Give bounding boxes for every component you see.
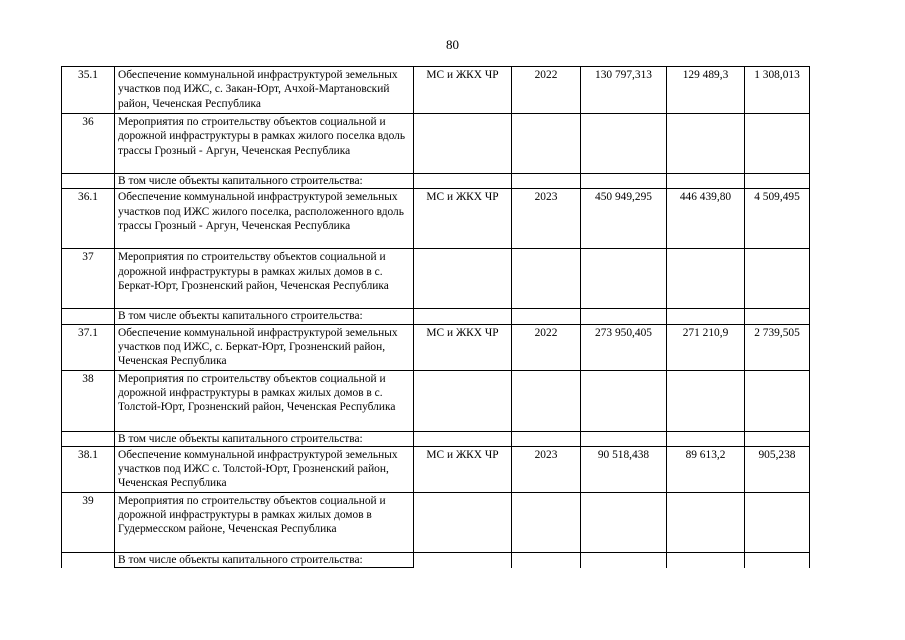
table-row (62, 249, 810, 309)
cell-activity-name: Мероприятия по строительству объектов социальной и дорожной инфраструктуры в рамках жилого поселка вдоль трассы Грозный - Аргун, Чеченская Республика (115, 114, 414, 174)
cell-year (512, 309, 581, 324)
cell-amount-regional: 905,238 (745, 446, 810, 492)
table-row (62, 492, 810, 552)
cell-year: 2022 (512, 67, 581, 114)
cell-row-number: 38 (62, 370, 115, 431)
cell-row-number: 37.1 (62, 324, 115, 370)
cell-amount-regional: 1 308,013 (745, 67, 810, 114)
cell-executor (414, 174, 512, 189)
cell-row-number (62, 552, 115, 567)
cell-activity-name: В том числе объекты капитального строительства: (115, 431, 414, 446)
table-row (62, 431, 810, 446)
cell-amount-regional (745, 431, 810, 446)
cell-amount-regional (745, 174, 810, 189)
cell-amount-total: 90 518,438 (581, 446, 667, 492)
cell-amount-regional (745, 114, 810, 174)
cell-executor (414, 552, 512, 567)
cell-activity-name: Обеспечение коммунальной инфраструктурой земельных участков под ИЖС, с. Закан-Юрт, Ачхой-Мартановский район, Чеченская Республика (115, 67, 414, 114)
cell-amount-federal (667, 431, 745, 446)
cell-amount-federal (667, 174, 745, 189)
cell-executor (414, 114, 512, 174)
cell-executor (414, 249, 512, 309)
cell-row-number: 35.1 (62, 67, 115, 114)
cell-row-number (62, 431, 115, 446)
cell-year (512, 114, 581, 174)
table-row (62, 67, 810, 114)
cell-amount-total: 130 797,313 (581, 67, 667, 114)
cell-year: 2023 (512, 446, 581, 492)
cell-amount-federal (667, 309, 745, 324)
cell-amount-regional: 2 739,505 (745, 324, 810, 370)
cell-row-number: 36 (62, 114, 115, 174)
cell-amount-federal: 271 210,9 (667, 324, 745, 370)
cell-amount-regional (745, 309, 810, 324)
cell-row-number (62, 309, 115, 324)
cell-activity-name: Мероприятия по строительству объектов социальной и дорожной инфраструктуры в рамках жилых домов в с. Толстой-Юрт, Грозненский район, Чеченская Республика (115, 370, 414, 431)
cell-amount-total (581, 370, 667, 431)
table-row (62, 324, 810, 370)
cell-year: 2023 (512, 189, 581, 249)
cell-amount-regional (745, 552, 810, 567)
table-row (62, 552, 810, 567)
cell-amount-total (581, 114, 667, 174)
cell-executor: МС и ЖКХ ЧР (414, 67, 512, 114)
table-row (62, 174, 810, 189)
cell-amount-regional (745, 249, 810, 309)
table-row (62, 189, 810, 249)
cell-amount-total: 273 950,405 (581, 324, 667, 370)
cell-amount-total: 450 949,295 (581, 189, 667, 249)
cell-activity-name: В том числе объекты капитального строительства: (115, 174, 414, 189)
cell-row-number: 39 (62, 492, 115, 552)
table-row (62, 309, 810, 324)
cell-activity-name: В том числе объекты капитального строительства: (115, 552, 414, 567)
cell-amount-federal (667, 114, 745, 174)
cell-amount-federal: 446 439,80 (667, 189, 745, 249)
cell-year (512, 552, 581, 567)
page-number: 80 (446, 37, 459, 52)
program-table (61, 66, 810, 568)
cell-activity-name: Мероприятия по строительству объектов социальной и дорожной инфраструктуры в рамках жилых домов в Гудермесском районе, Чеченская Республика (115, 492, 414, 552)
cell-executor: МС и ЖКХ ЧР (414, 446, 512, 492)
cell-amount-total (581, 309, 667, 324)
cell-activity-name: Обеспечение коммунальной инфраструктурой земельных участков под ИЖС с. Толстой-Юрт, Грозненский район, Чеченская Республика (115, 446, 414, 492)
cell-amount-regional (745, 492, 810, 552)
cell-year (512, 431, 581, 446)
cell-year: 2022 (512, 324, 581, 370)
cell-row-number: 38.1 (62, 446, 115, 492)
table-row (62, 114, 810, 174)
cell-year (512, 370, 581, 431)
cell-amount-regional: 4 509,495 (745, 189, 810, 249)
cell-row-number: 36.1 (62, 189, 115, 249)
cell-amount-federal: 89 613,2 (667, 446, 745, 492)
cell-amount-regional (745, 370, 810, 431)
cell-amount-federal (667, 552, 745, 567)
cell-executor (414, 370, 512, 431)
table-row (62, 446, 810, 492)
cell-activity-name: Обеспечение коммунальной инфраструктурой земельных участков под ИЖС, с. Беркат-Юрт, Грозненский район, Чеченская Республика (115, 324, 414, 370)
cell-executor: МС и ЖКХ ЧР (414, 324, 512, 370)
cell-year (512, 492, 581, 552)
cell-amount-total (581, 431, 667, 446)
cell-amount-federal (667, 370, 745, 431)
cell-amount-total (581, 492, 667, 552)
cell-amount-federal (667, 492, 745, 552)
cell-amount-federal (667, 249, 745, 309)
cell-year (512, 249, 581, 309)
table-row (62, 370, 810, 431)
cell-amount-total (581, 552, 667, 567)
cell-executor: МС и ЖКХ ЧР (414, 189, 512, 249)
cell-row-number (62, 174, 115, 189)
cell-executor (414, 309, 512, 324)
cell-activity-name: В том числе объекты капитального строительства: (115, 309, 414, 324)
cell-executor (414, 492, 512, 552)
cell-amount-total (581, 174, 667, 189)
cell-activity-name: Мероприятия по строительству объектов социальной и дорожной инфраструктуры в рамках жилых домов в с. Беркат-Юрт, Грозненский район, Чеченская Республика (115, 249, 414, 309)
cell-activity-name: Обеспечение коммунальной инфраструктурой земельных участков под ИЖС жилого поселка, расположенного вдоль трассы Грозный - Аргун, Чеченская Республика (115, 189, 414, 249)
cell-year (512, 174, 581, 189)
cell-executor (414, 431, 512, 446)
cell-row-number: 37 (62, 249, 115, 309)
cell-amount-total (581, 249, 667, 309)
cell-amount-federal: 129 489,3 (667, 67, 745, 114)
